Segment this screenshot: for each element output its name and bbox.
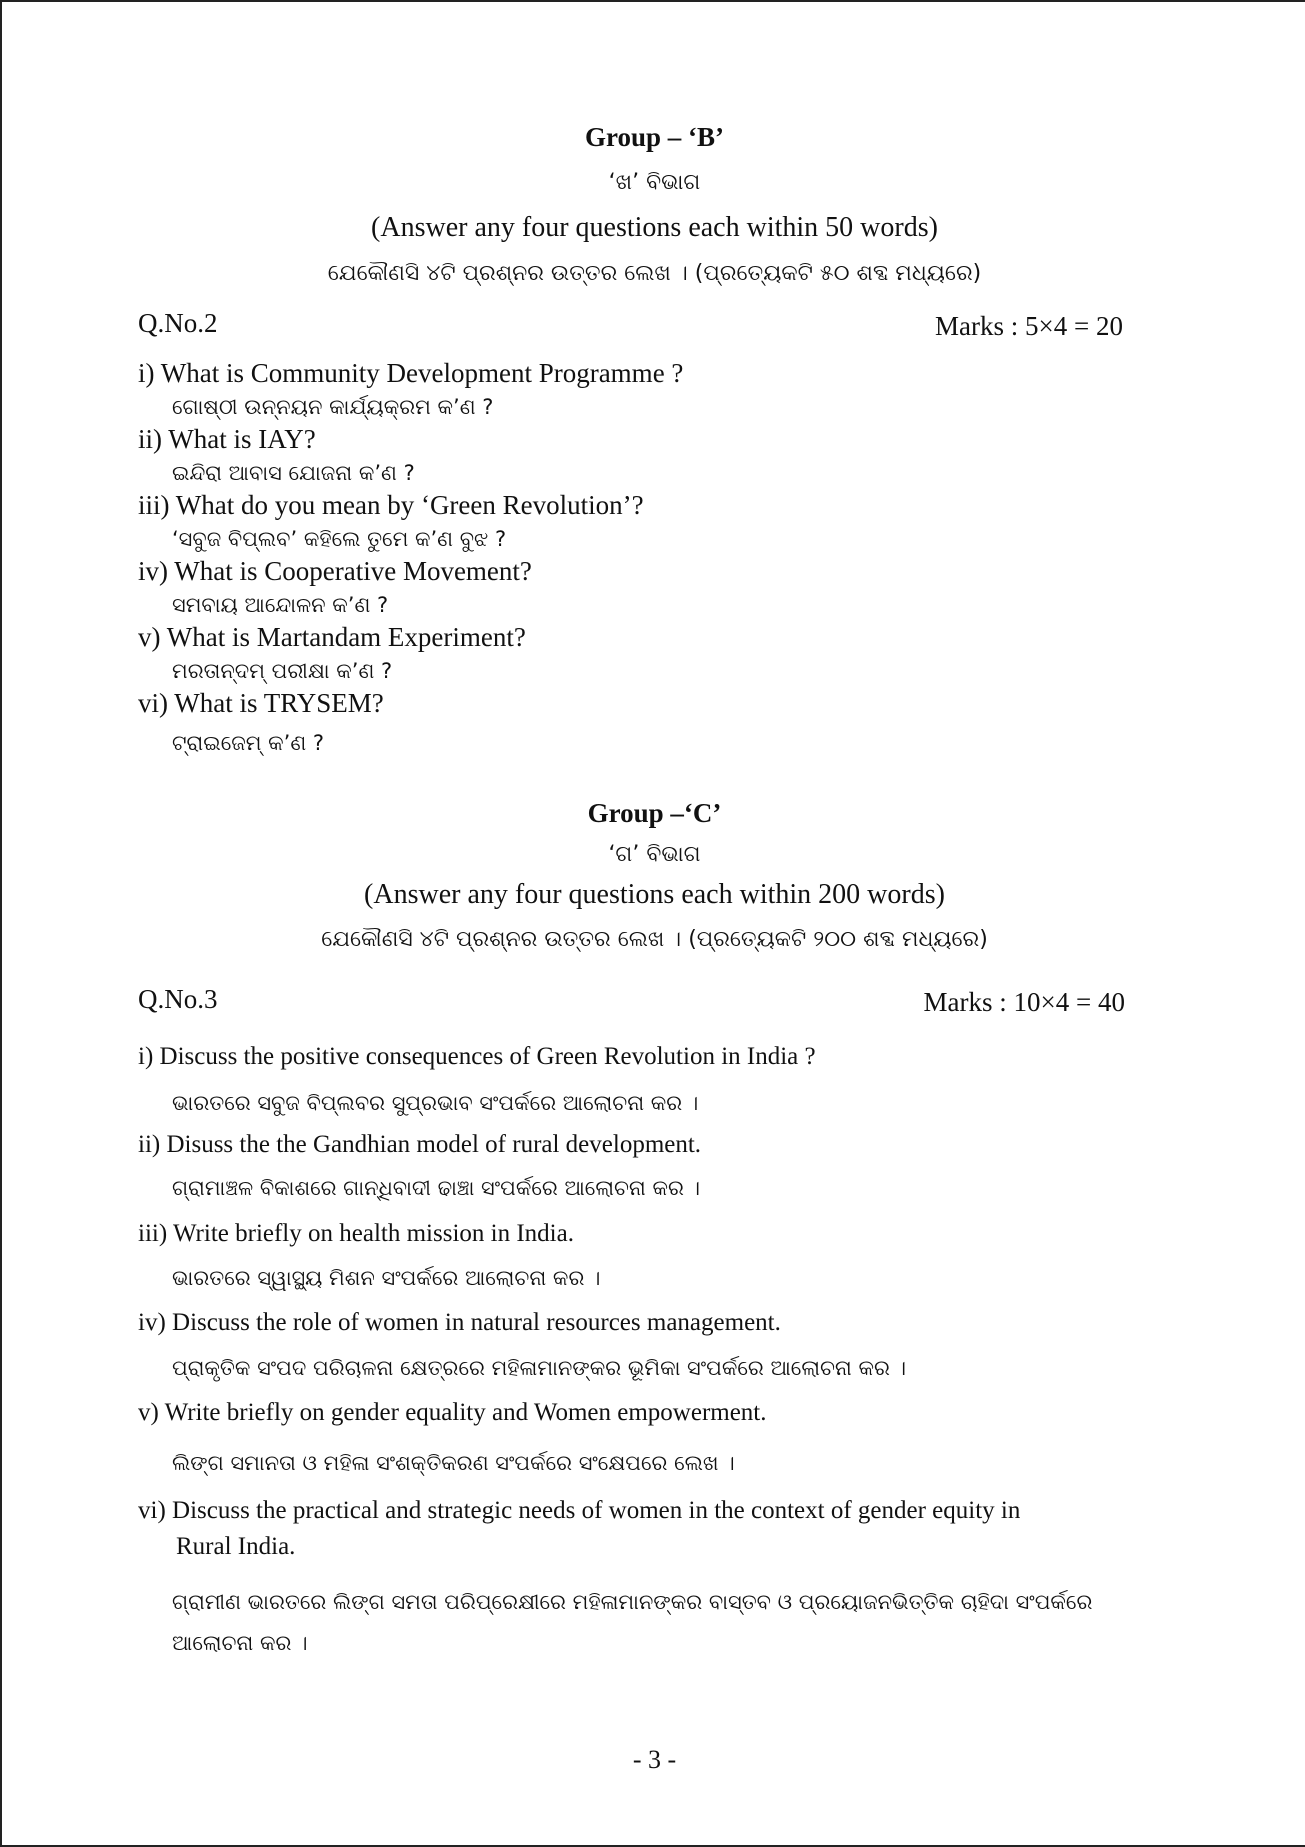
q3-item-3-english: iii) Write briefly on health mission in India.	[138, 1220, 574, 1247]
q2-item-1-odia: ଗୋଷ୍ଠୀ ଉନ୍ନୟନ କାର୍ଯ୍ୟକ୍ରମ କ’ଣ ?	[172, 395, 494, 419]
q2-item-6-english: vi) What is TRYSEM?	[138, 688, 384, 718]
q2-item-4-english: iv) What is Cooperative Movement?	[138, 556, 532, 586]
q2-item-4-odia: ସମବାୟ ଆନ୍ଦୋଳନ କ’ଣ ?	[172, 593, 389, 617]
q2-item-3-english: iii) What do you mean by ‘Green Revolution’?	[138, 490, 644, 520]
group-b-title: Group – ‘B’	[584, 122, 725, 152]
group-c-question-number: Q.No.3	[138, 984, 218, 1014]
group-c-odia-title: ‘ଗ’ ବିଭାଗ	[608, 842, 701, 867]
page-number: - 3 -	[632, 1745, 677, 1774]
q3-item-2-odia: ଗ୍ରାମାଞ୍ଚଳ ବିକାଶରେ ଗାନ୍ଧିବାଦୀ ଢାଞ୍ଚା ସଂପର୍କରେ ଆଲୋଚନା କର ।	[172, 1176, 701, 1200]
q2-item-5-odia: ମରତାନ୍‌ଦମ୍ ପରୀକ୍ଷା କ’ଣ ?	[172, 659, 393, 683]
group-b-odia-title: ‘ଖ’ ବିଭାଗ	[608, 170, 701, 195]
q3-item-6-odia-cont: ଆଲୋଚନା କର ।	[172, 1631, 308, 1655]
group-b-odia-instruction: ଯେକୌଣସି ୪ଟି ପ୍ରଶ୍ନର ଉତ୍ତର ଲେଖ । (ପ୍ରତ୍ୟେକଟି ୫୦ ଶବ୍ଦ ମଧ୍ୟରେ)	[327, 261, 982, 286]
q3-item-6-english: vi) Discuss the practical and strategic needs of women in the context of gender equity in	[138, 1497, 1021, 1524]
q2-item-2-odia: ଇନ୍ଦିରା ଆବାସ ଯୋଜନା କ’ଣ ?	[172, 461, 415, 485]
group-b-marks: Marks : 5×4 = 20	[935, 311, 1123, 341]
q3-item-4-odia: ପ୍ରାକୃତିକ ସଂପଦ ପରିଚାଳନା କ୍ଷେତ୍ରରେ ମହିଳାମାନଙ୍କର ଭୂମିକା ସଂପର୍କରେ ଆଲୋଚନା କର ।	[172, 1356, 907, 1380]
q2-item-1-english: i) What is Community Development Programme ?	[138, 358, 684, 388]
group-c-title: Group –‘C’	[587, 798, 722, 828]
group-c-odia-instruction: ଯେକୌଣସି ୪ଟି ପ୍ରଶ୍ନର ଉତ୍ତର ଲେଖ । (ପ୍ରତ୍ୟେକଟି ୨୦୦ ଶବ୍ଦ ମଧ୍ୟରେ)	[321, 927, 988, 952]
q3-item-4-english: iv) Discuss the role of women in natural resources management.	[138, 1309, 781, 1336]
q2-item-3-odia: ‘ସବୁଜ ବିପ୍ଲବ’ କହିଲେ ତୁମେ କ’ଣ ବୁଝ ?	[172, 527, 507, 551]
group-b-question-number: Q.No.2	[138, 308, 218, 338]
q3-item-3-odia: ଭାରତରେ ସ୍ୱାସ୍ଥ୍ୟ ମିଶନ ସଂପର୍କରେ ଆଲୋଚନା କର ।	[172, 1266, 601, 1290]
q3-item-5-english: v) Write briefly on gender equality and Women empowerment.	[138, 1399, 767, 1426]
q2-item-5-english: v) What is Martandam Experiment?	[138, 622, 526, 652]
q3-item-1-english: i) Discuss the positive consequences of Green Revolution in India ?	[138, 1043, 816, 1070]
q3-item-1-odia: ଭାରତରେ ସବୁଜ ବିପ୍ଲବର ସୁପ୍ରଭାବ ସଂପର୍କରେ ଆଲୋଚନା କର ।	[172, 1091, 699, 1115]
q2-item-2-english: ii) What is IAY?	[138, 424, 316, 454]
q3-item-5-odia: ଲିଙ୍ଗ ସମାନତା ଓ ମହିଳା ସଂଶକ୍ତିକରଣ ସଂପର୍କରେ ସଂକ୍ଷେପରେ ଲେଖ ।	[172, 1451, 735, 1475]
q3-item-6-odia: ଗ୍ରାମୀଣ ଭାରତରେ ଲିଙ୍ଗ ସମତା ପରିପ୍ରେକ୍ଷୀରେ ମହିଳାମାନଙ୍କର ବାସ୍ତବ ଓ ପ୍ରୟୋଜନଭିତ୍ତିକ ଚାହିଦା ସଂପର୍କରେ	[172, 1590, 1093, 1614]
group-b-instruction: (Answer any four questions each within 50 words)	[371, 212, 938, 243]
group-c-instruction: (Answer any four questions each within 200 words)	[364, 879, 945, 910]
q3-item-6-english-cont: Rural India.	[176, 1533, 296, 1560]
q3-item-2-english: ii) Disuss the the Gandhian model of rural development.	[138, 1131, 702, 1158]
group-c-marks: Marks : 10×4 = 40	[923, 987, 1125, 1017]
q2-item-6-odia: ଟ୍ରାଇଜେମ୍ କ’ଣ ?	[172, 731, 325, 755]
